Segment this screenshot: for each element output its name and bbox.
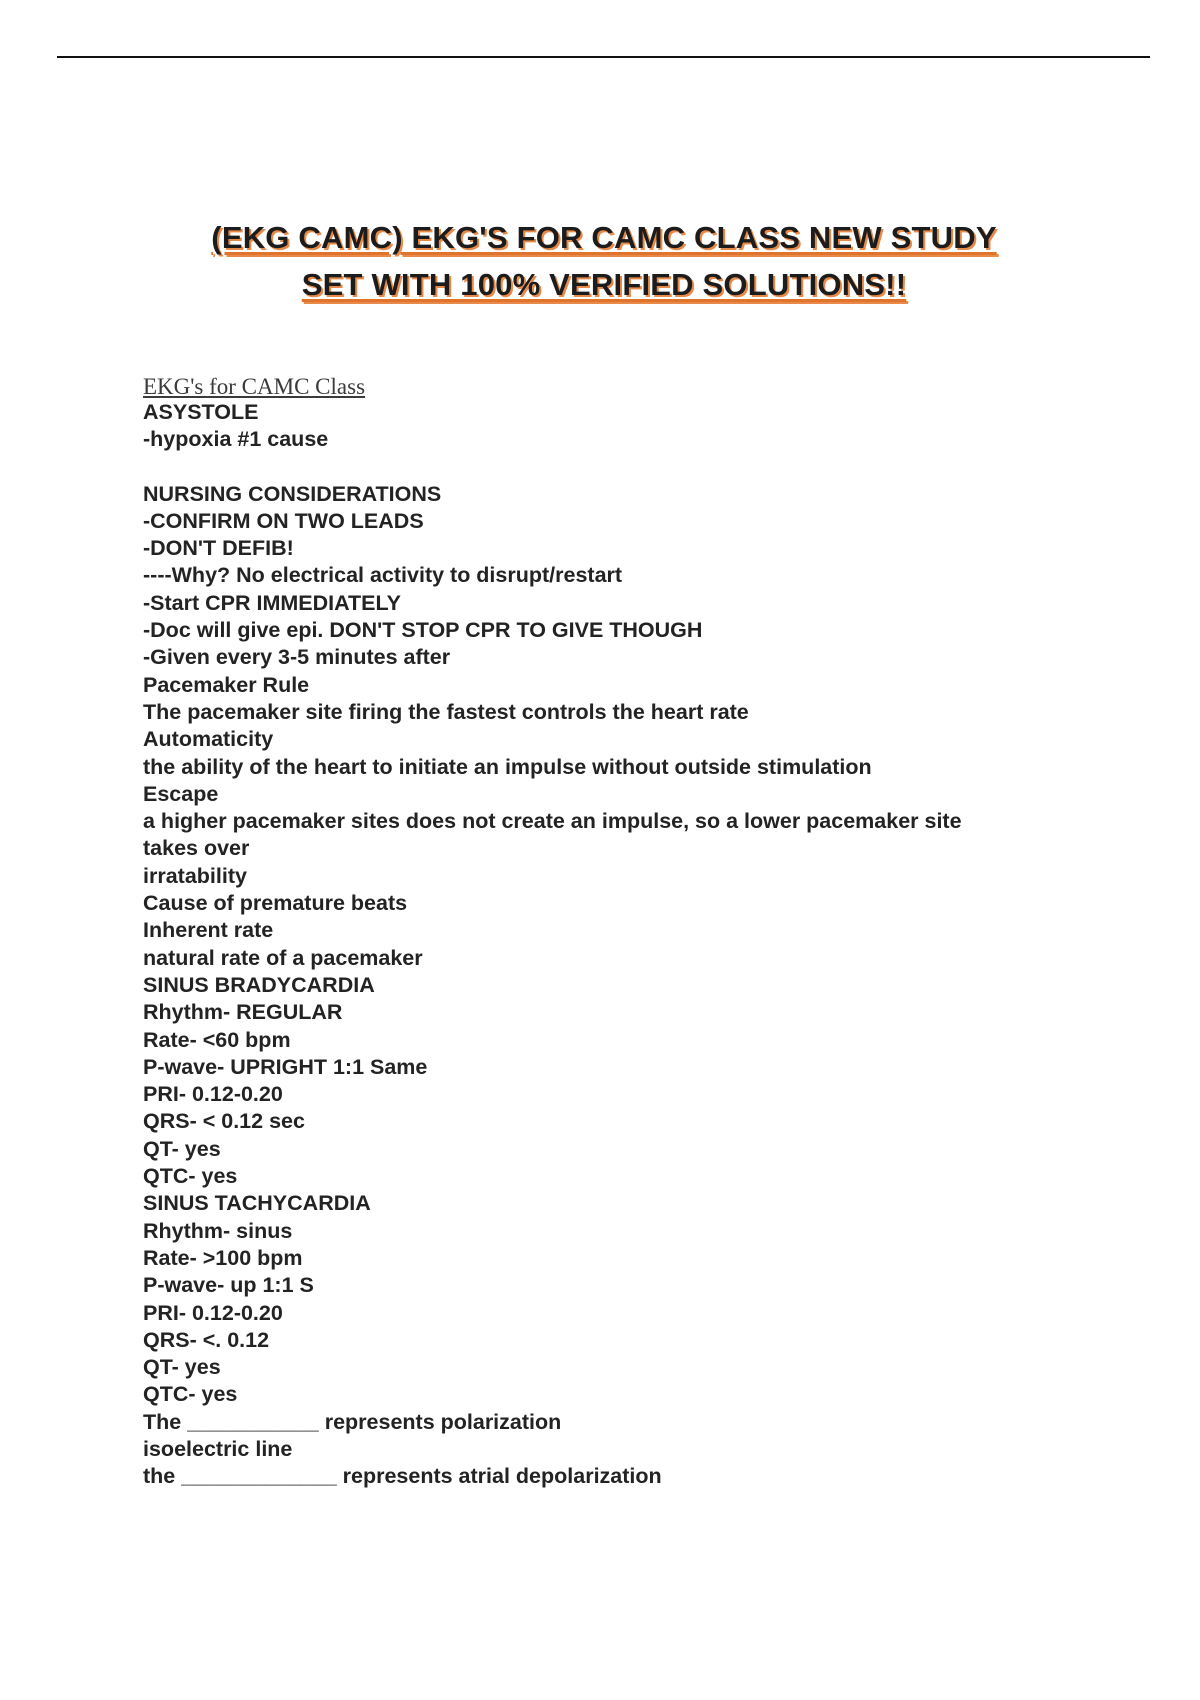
body-line: Rhythm- REGULAR xyxy=(143,1000,343,1025)
body-line: PRI- 0.12-0.20 xyxy=(143,1082,283,1107)
document-title-line-2: SET WITH 100% VERIFIED SOLUTIONS!! xyxy=(301,267,907,302)
body-line: PRI- 0.12-0.20 xyxy=(143,1300,283,1325)
body-line: irratability xyxy=(143,863,247,888)
body-line: QRS- < 0.12 sec xyxy=(143,1109,305,1134)
body-line: P-wave- UPRIGHT 1:1 Same xyxy=(143,1054,428,1079)
body-line: -Start CPR IMMEDIATELY xyxy=(143,590,402,615)
body-line: the _____________ represents atrial depolarization xyxy=(143,1464,662,1489)
body-line: Rhythm- sinus xyxy=(143,1218,293,1243)
body-line: QT- yes xyxy=(143,1136,221,1161)
body-line: takes over xyxy=(143,836,250,861)
body-line: The pacemaker site firing the fastest controls the heart rate xyxy=(143,699,749,724)
body-line: P-wave- up 1:1 S xyxy=(143,1273,314,1298)
body-line: Cause of premature beats xyxy=(143,891,408,916)
body-line: QT- yes xyxy=(143,1355,221,1380)
body-line: Pacemaker Rule xyxy=(143,672,310,697)
body-line: -Doc will give epi. DON'T STOP CPR TO GIVE THOUGH xyxy=(143,618,703,643)
body-line: ----Why? No electrical activity to disrupt/restart xyxy=(143,563,623,588)
document-title xyxy=(120,214,1088,308)
body-line: a higher pacemaker sites does not create an impulse, so a lower pacemaker site xyxy=(143,809,962,834)
header-rule xyxy=(57,56,1150,58)
body-line: QTC- yes xyxy=(143,1164,238,1189)
body-line: -Given every 3-5 minutes after xyxy=(143,645,451,670)
section-subheading: EKG's for CAMC Class xyxy=(143,374,366,399)
body-line: NURSING CONSIDERATIONS xyxy=(143,481,442,506)
body-line: ASYSTOLE xyxy=(143,400,259,424)
body-line xyxy=(143,454,1143,481)
body-line: QTC- yes xyxy=(143,1382,238,1407)
body-line: natural rate of a pacemaker xyxy=(143,945,423,970)
body-line: isoelectric line xyxy=(143,1436,293,1461)
body-line: SINUS BRADYCARDIA xyxy=(143,972,375,997)
document-title-line-1: (EKG CAMC) EKG'S FOR CAMC CLASS NEW STUDY xyxy=(211,220,997,255)
body-line: The ___________ represents polarization xyxy=(143,1409,562,1434)
body-line: the ability of the heart to initiate an impulse without outside stimulation xyxy=(143,754,872,779)
body-line: Escape xyxy=(143,781,219,806)
document-body xyxy=(143,372,1143,1491)
body-line: -hypoxia #1 cause xyxy=(143,427,329,452)
body-line: Rate- >100 bpm xyxy=(143,1245,303,1270)
body-line: Inherent rate xyxy=(143,918,274,943)
body-line: SINUS TACHYCARDIA xyxy=(143,1191,371,1216)
body-line: -DON'T DEFIB! xyxy=(143,536,294,561)
body-line: QRS- <. 0.12 xyxy=(143,1327,270,1352)
body-line: Automaticity xyxy=(143,727,274,752)
body-line: Rate- <60 bpm xyxy=(143,1027,291,1052)
body-lines xyxy=(143,399,1143,1491)
body-line: -CONFIRM ON TWO LEADS xyxy=(143,508,424,533)
